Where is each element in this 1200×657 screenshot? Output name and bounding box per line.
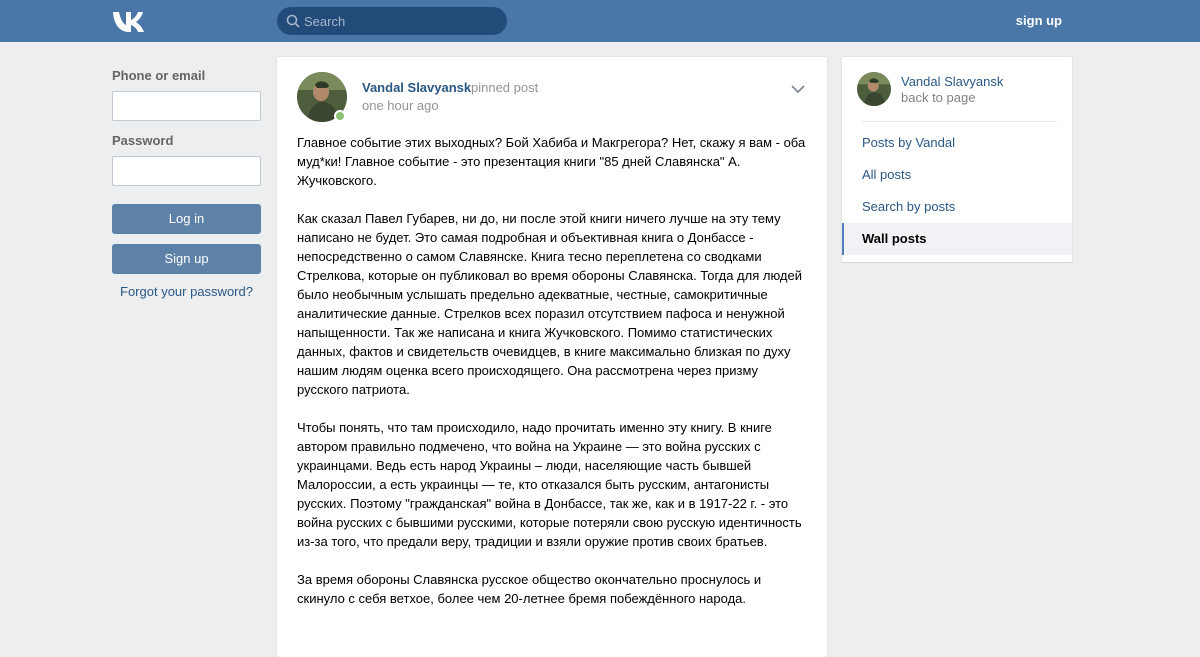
- post-paragraph: Как сказал Павел Губарев, ни до, ни после этой книги ничего лучше на эту тему написано не будет. Это самая подробная и объективная книга о Донбассе - непосредственно о самом Славянске. Книга тесно переплетена со сводками Стрелкова, которые он публиковал во время обороны Славянска. Тогда для людей было необычным услышать предельно адекватные, честные, самокритичные аналитические данные. Стрелков всех поразил отсутствием пафоса и ненужной напыщенности. Так же написана и книга Жучковского. Помимо статистических данных, фактов и свидетельств очевидцев, в книге максимально близкая по духу нашим людям оценка всего происходящего. Она рассмотрена через призму русского патриота.: [297, 211, 802, 397]
- back-to-page-link[interactable]: back to page: [901, 90, 976, 105]
- top-bar: [0, 0, 1200, 42]
- search-input[interactable]: [304, 7, 499, 35]
- post-paragraph: Чтобы понять, что там происходило, надо прочитать именно эту книгу. В книге автором правильно подмечено, что война на Украине — это война русских с украинцами. Ведь есть народ Украины – люди, населяющие часть бывшей Малороссии, а есть украинцы — те, кто отказался быть русским, антагонисты русских. Поэтому "гражданская" война в Донбассе, так же, как и в 1917-22 г. - это война русских с бывшими русскими, которые потеряли свою русскую идентичность из-за того, что предали веру, традиции и взяли оружие против своих братьев.: [297, 420, 802, 549]
- post-paragraph: За время обороны Славянска русское общество окончательно проснулось и скинуло с себя ветхое, более чем 20-летнее бремя побеждённого народа.: [297, 572, 762, 606]
- search-box[interactable]: [277, 7, 507, 35]
- login-form: [112, 68, 261, 299]
- menu-item-all-posts[interactable]: All posts: [862, 167, 912, 182]
- author-photo: [857, 72, 891, 106]
- menu-item-search-posts[interactable]: Search by posts: [862, 199, 956, 214]
- password-field[interactable]: [112, 156, 261, 186]
- login-button[interactable]: Log in: [112, 204, 261, 234]
- signup-link[interactable]: sign up: [1015, 13, 1062, 28]
- forgot-password-link[interactable]: Forgot your password?: [120, 284, 253, 299]
- signup-button[interactable]: Sign up: [112, 244, 261, 274]
- vk-logo-icon[interactable]: [112, 10, 146, 32]
- post-time[interactable]: one hour ago: [362, 98, 439, 113]
- menu-item-wall-posts[interactable]: Wall posts: [842, 223, 1072, 255]
- password-label: Password: [112, 133, 174, 148]
- menu-item-posts-by-vandal[interactable]: Posts by Vandal: [862, 135, 955, 150]
- post-author[interactable]: Vandal Slavyansk: [362, 80, 472, 95]
- divider: [862, 121, 1057, 122]
- panel-avatar[interactable]: [857, 72, 891, 106]
- panel-name[interactable]: Vandal Slavyansk: [901, 74, 1004, 89]
- chevron-down-icon[interactable]: [790, 83, 806, 95]
- online-indicator: [334, 110, 346, 122]
- post-paragraph: Главное событие этих выходных? Бой Хабиба и Макгрегора? Нет, скажу я вам - оба муд*ки! Главное событие - это презентация книги "85 дней Славянска" А. Жучковского.: [297, 135, 806, 188]
- search-icon: [286, 14, 300, 28]
- phone-field[interactable]: [112, 91, 261, 121]
- pinned-label: pinned post: [471, 80, 539, 95]
- phone-label: Phone or email: [112, 68, 206, 83]
- profile-panel: [842, 57, 1072, 262]
- panel-menu: [842, 127, 1072, 255]
- pinned-post: [277, 57, 827, 657]
- post-text: [297, 133, 809, 627]
